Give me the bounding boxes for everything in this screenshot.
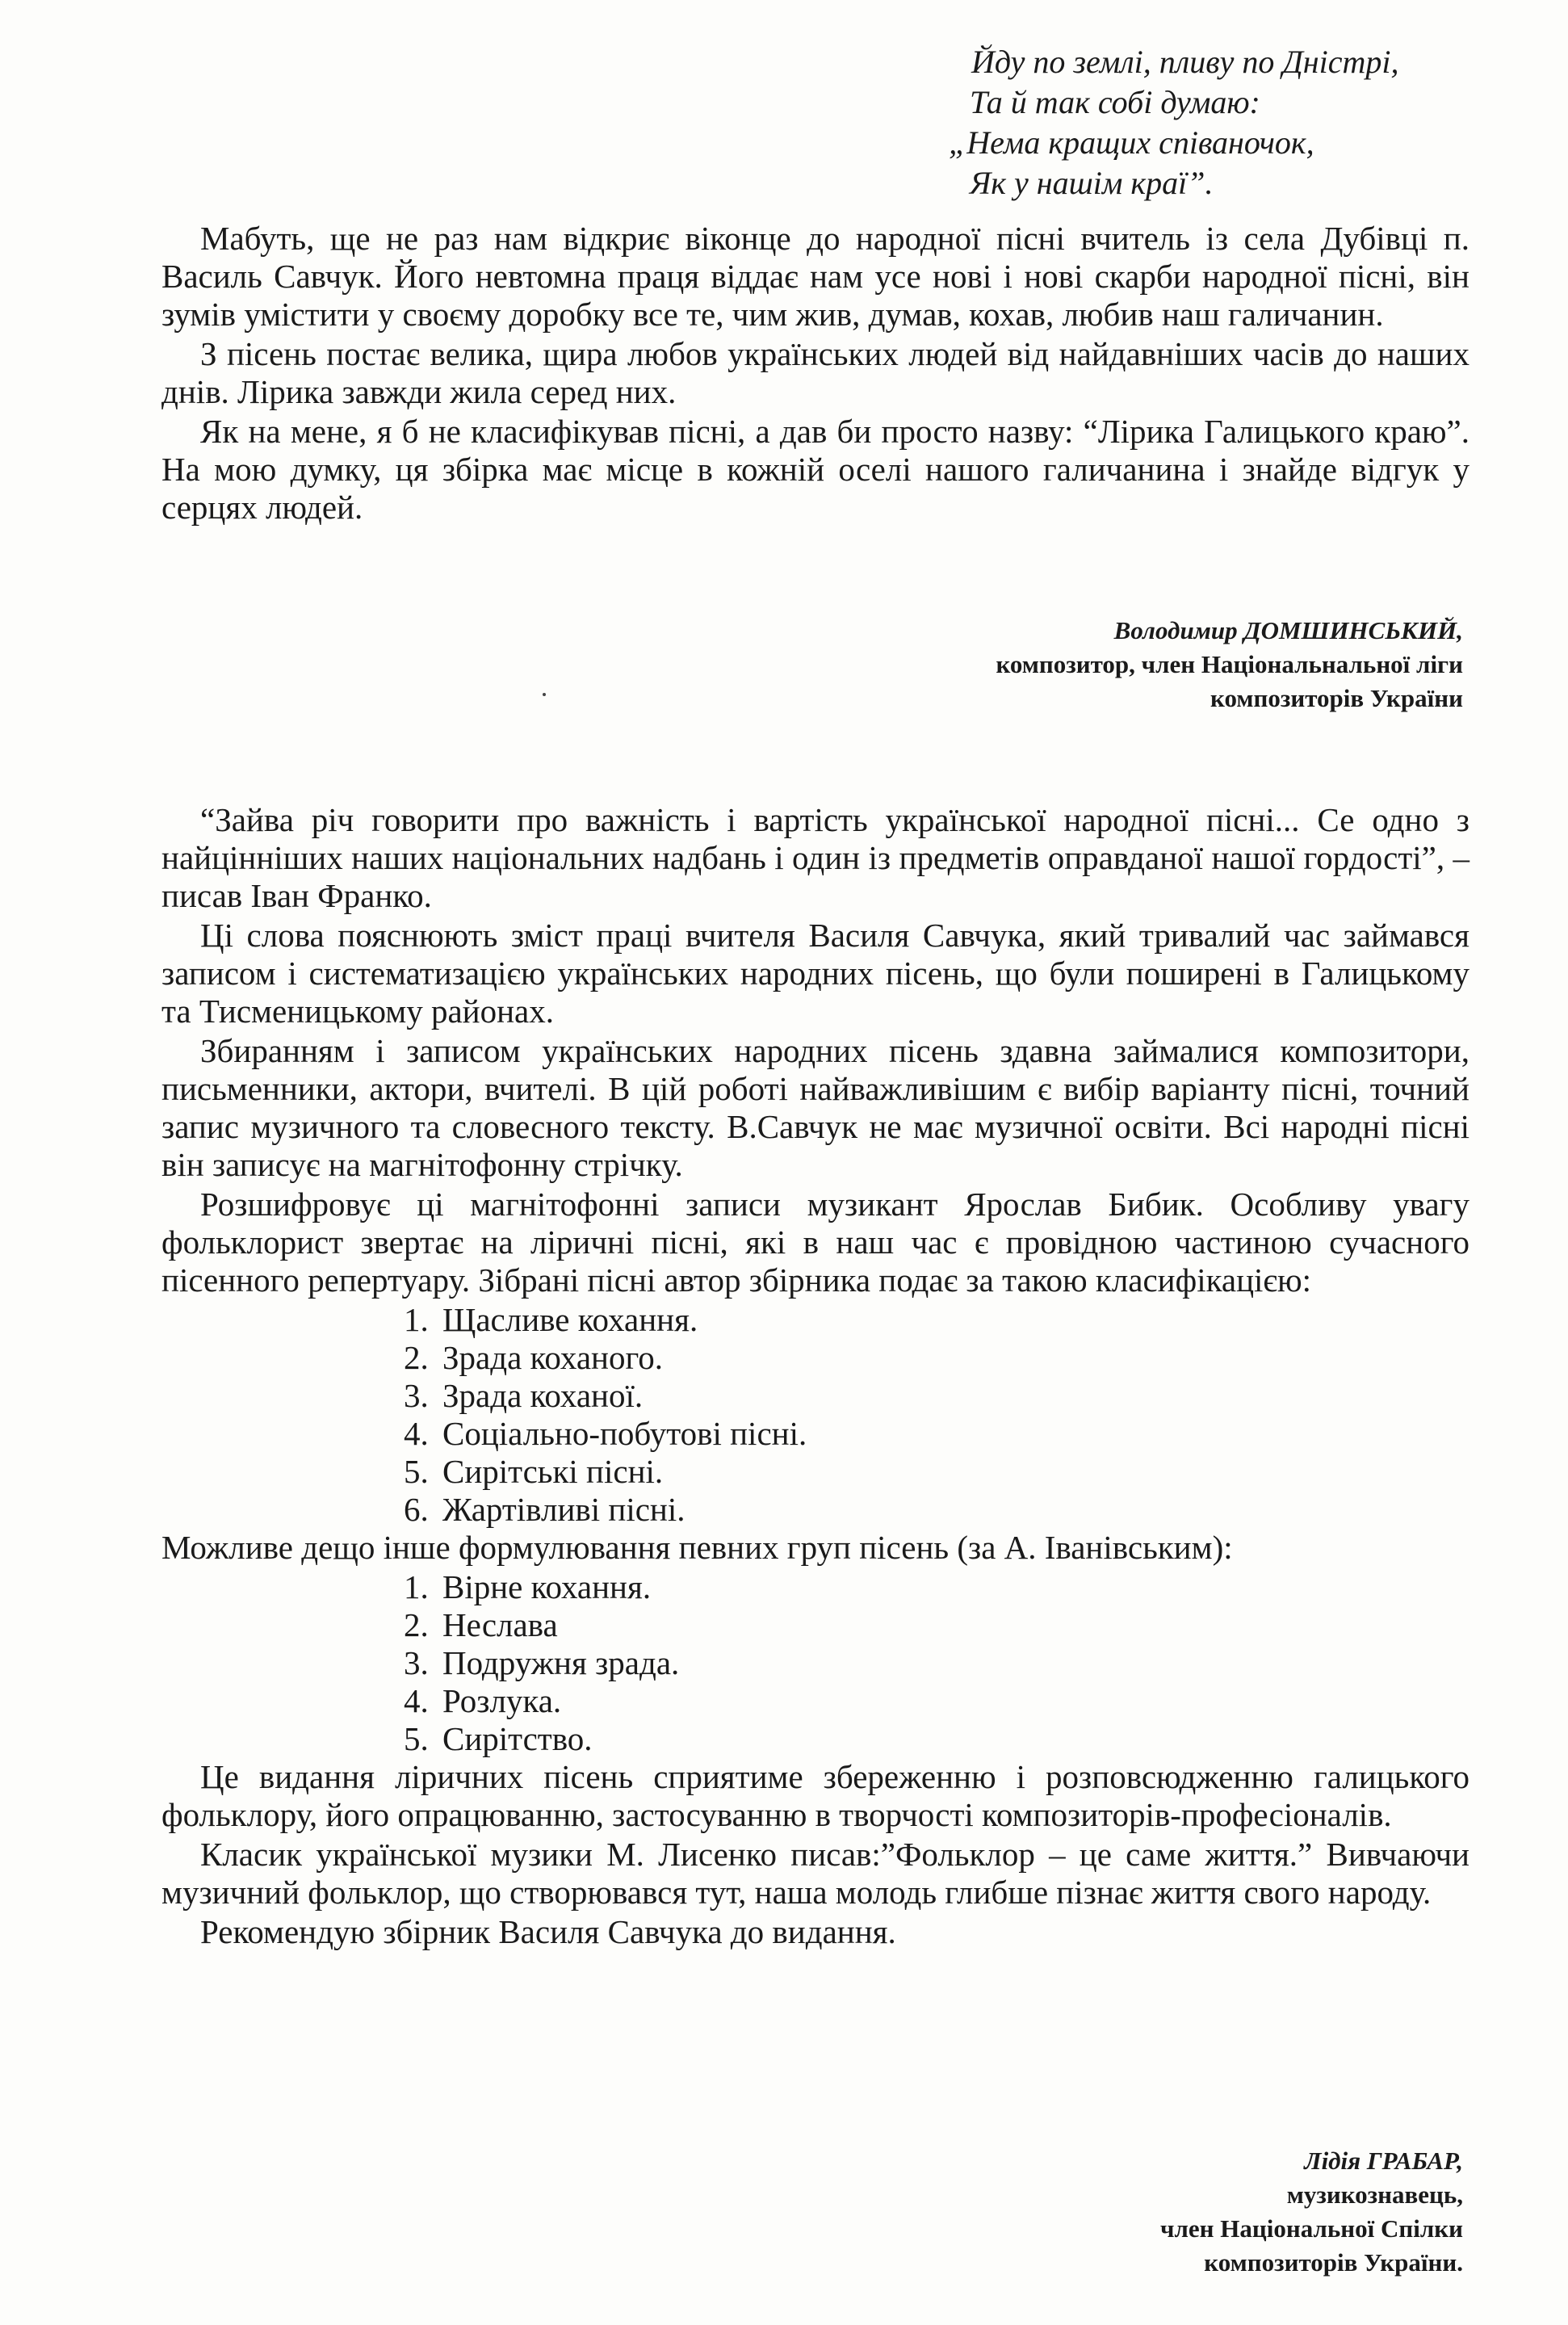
alternative-classification-list [404,1568,1469,1758]
signature-title: композиторів України [1210,684,1463,712]
signature-hrabar [1160,2144,1463,2280]
list-item: 4. Розлука. [404,1682,562,1719]
epigraph-line: Йду по землі, пливу по Дністрі, [971,44,1399,80]
list-item: 6. Жартівливі пісні. [404,1491,685,1528]
signature-title: композитор, член Національнальної ліги [996,650,1463,678]
epigraph-line: Та й так собі думаю: [970,84,1260,120]
epigraph [949,42,1514,204]
epigraph-line: „Нема кращих співаночок, [949,124,1314,161]
epigraph-line: Як у нашім краї”. [970,165,1214,201]
paragraph: Мабуть, ще не раз нам відкриє віконце до народної пісні вчитель із села Дубівці п. Василь Савчук. Його невтомна праця віддає нам усе нові і нові скарби народної пісні, він зумів умістити у своєму доробку все те, чим жив, думав, кохав, любив наш галичанин. [161,220,1469,333]
review-hrabar [161,801,1469,1953]
paragraph: З пісень постає велика, щира любов українських людей від найдавніших часів до наших днів. Лірика завжди жила серед них. [161,335,1469,410]
paragraph: Ці слова пояснюють зміст праці вчителя Василя Савчука, який тривалий час займався записом і систематизацією українських народних пісень, що були поширені в Галицькому та Тисменицькому районах. [161,917,1469,1030]
signature-title: член Національної Спілки [1160,2214,1463,2243]
list-item: 1. Вірне кохання. [404,1568,652,1605]
signature-title: композиторів України. [1204,2248,1463,2277]
signature-name: Володимир ДОМШИНСЬКИЙ, [1113,616,1463,644]
signature-domshynskyi [996,614,1463,716]
signature-name: Лідія ГРАБАР, [1304,2147,1463,2175]
paragraph: Можливе дещо інше формулювання певних груп пісень (за А. Іванівським): [161,1529,1233,1566]
paragraph: Розшифровує ці магнітофонні записи музикант Ярослав Бибик. Особливу увагу фольклорист звертає на ліричні пісні, які в наш час є провідною частиною сучасного пісенного репертуару. Зібрані пісні автор збірника подає за такою класифікацією: [161,1186,1469,1299]
list-item: 1. Щасливе кохання. [404,1301,698,1338]
paragraph: Це видання ліричних пісень сприятиме збереженню і розповсюдженню галицького фольклору, його опрацюванню, застосуванню в творчості композиторів-професіоналів. [161,1758,1469,1833]
signature-title: музикознавець, [1286,2180,1463,2209]
list-item: 5. Сирітські пісні. [404,1453,664,1490]
paragraph: “Зайва річ говорити про важність і вартість української народної пісні... Се одно з найцінніших наших національних надбань і один із предметів оправданої нашої гордості”, – писав Іван Франко. [161,801,1469,914]
list-item: 4. Соціально-побутові пісні. [404,1415,807,1452]
list-item: 3. Зрада коханої. [404,1377,644,1414]
list-item: 3. Подружня зрада. [404,1644,680,1681]
paragraph: Рекомендую збірник Василя Савчука до видання. [200,1913,896,1950]
list-item: 2. Зрада коханого. [404,1339,664,1376]
list-item: 2. Неслава [404,1606,558,1643]
scan-speck [543,693,546,696]
paragraph: Класик української музики М. Лисенко писав:”Фольклор – це саме життя.” Вивчаючи музичний фольклор, що створювався тут, наша молодь глибше пізнає життя свого народу. [161,1836,1469,1911]
paragraph: Як на мене, я б не класифікував пісні, а дав би просто назву: “Лірика Галицького краю”. На мою думку, ця збірка має місце в кожній оселі нашого галичанина і знайде відгук у серцях людей. [161,413,1469,526]
paragraph: Збиранням і записом українських народних пісень здавна займалися композитори, письменники, актори, вчителі. В цій роботі найважливішим є вибір варіанту пісні, точний запис музичного та словесного тексту. В.Савчук не має музичної освіти. Всі народні пісні він записує на магнітофонну стрічку. [161,1032,1469,1183]
classification-list [404,1301,1469,1529]
review-domshynskyi [161,220,1469,528]
list-item: 5. Сирітство. [404,1720,593,1757]
